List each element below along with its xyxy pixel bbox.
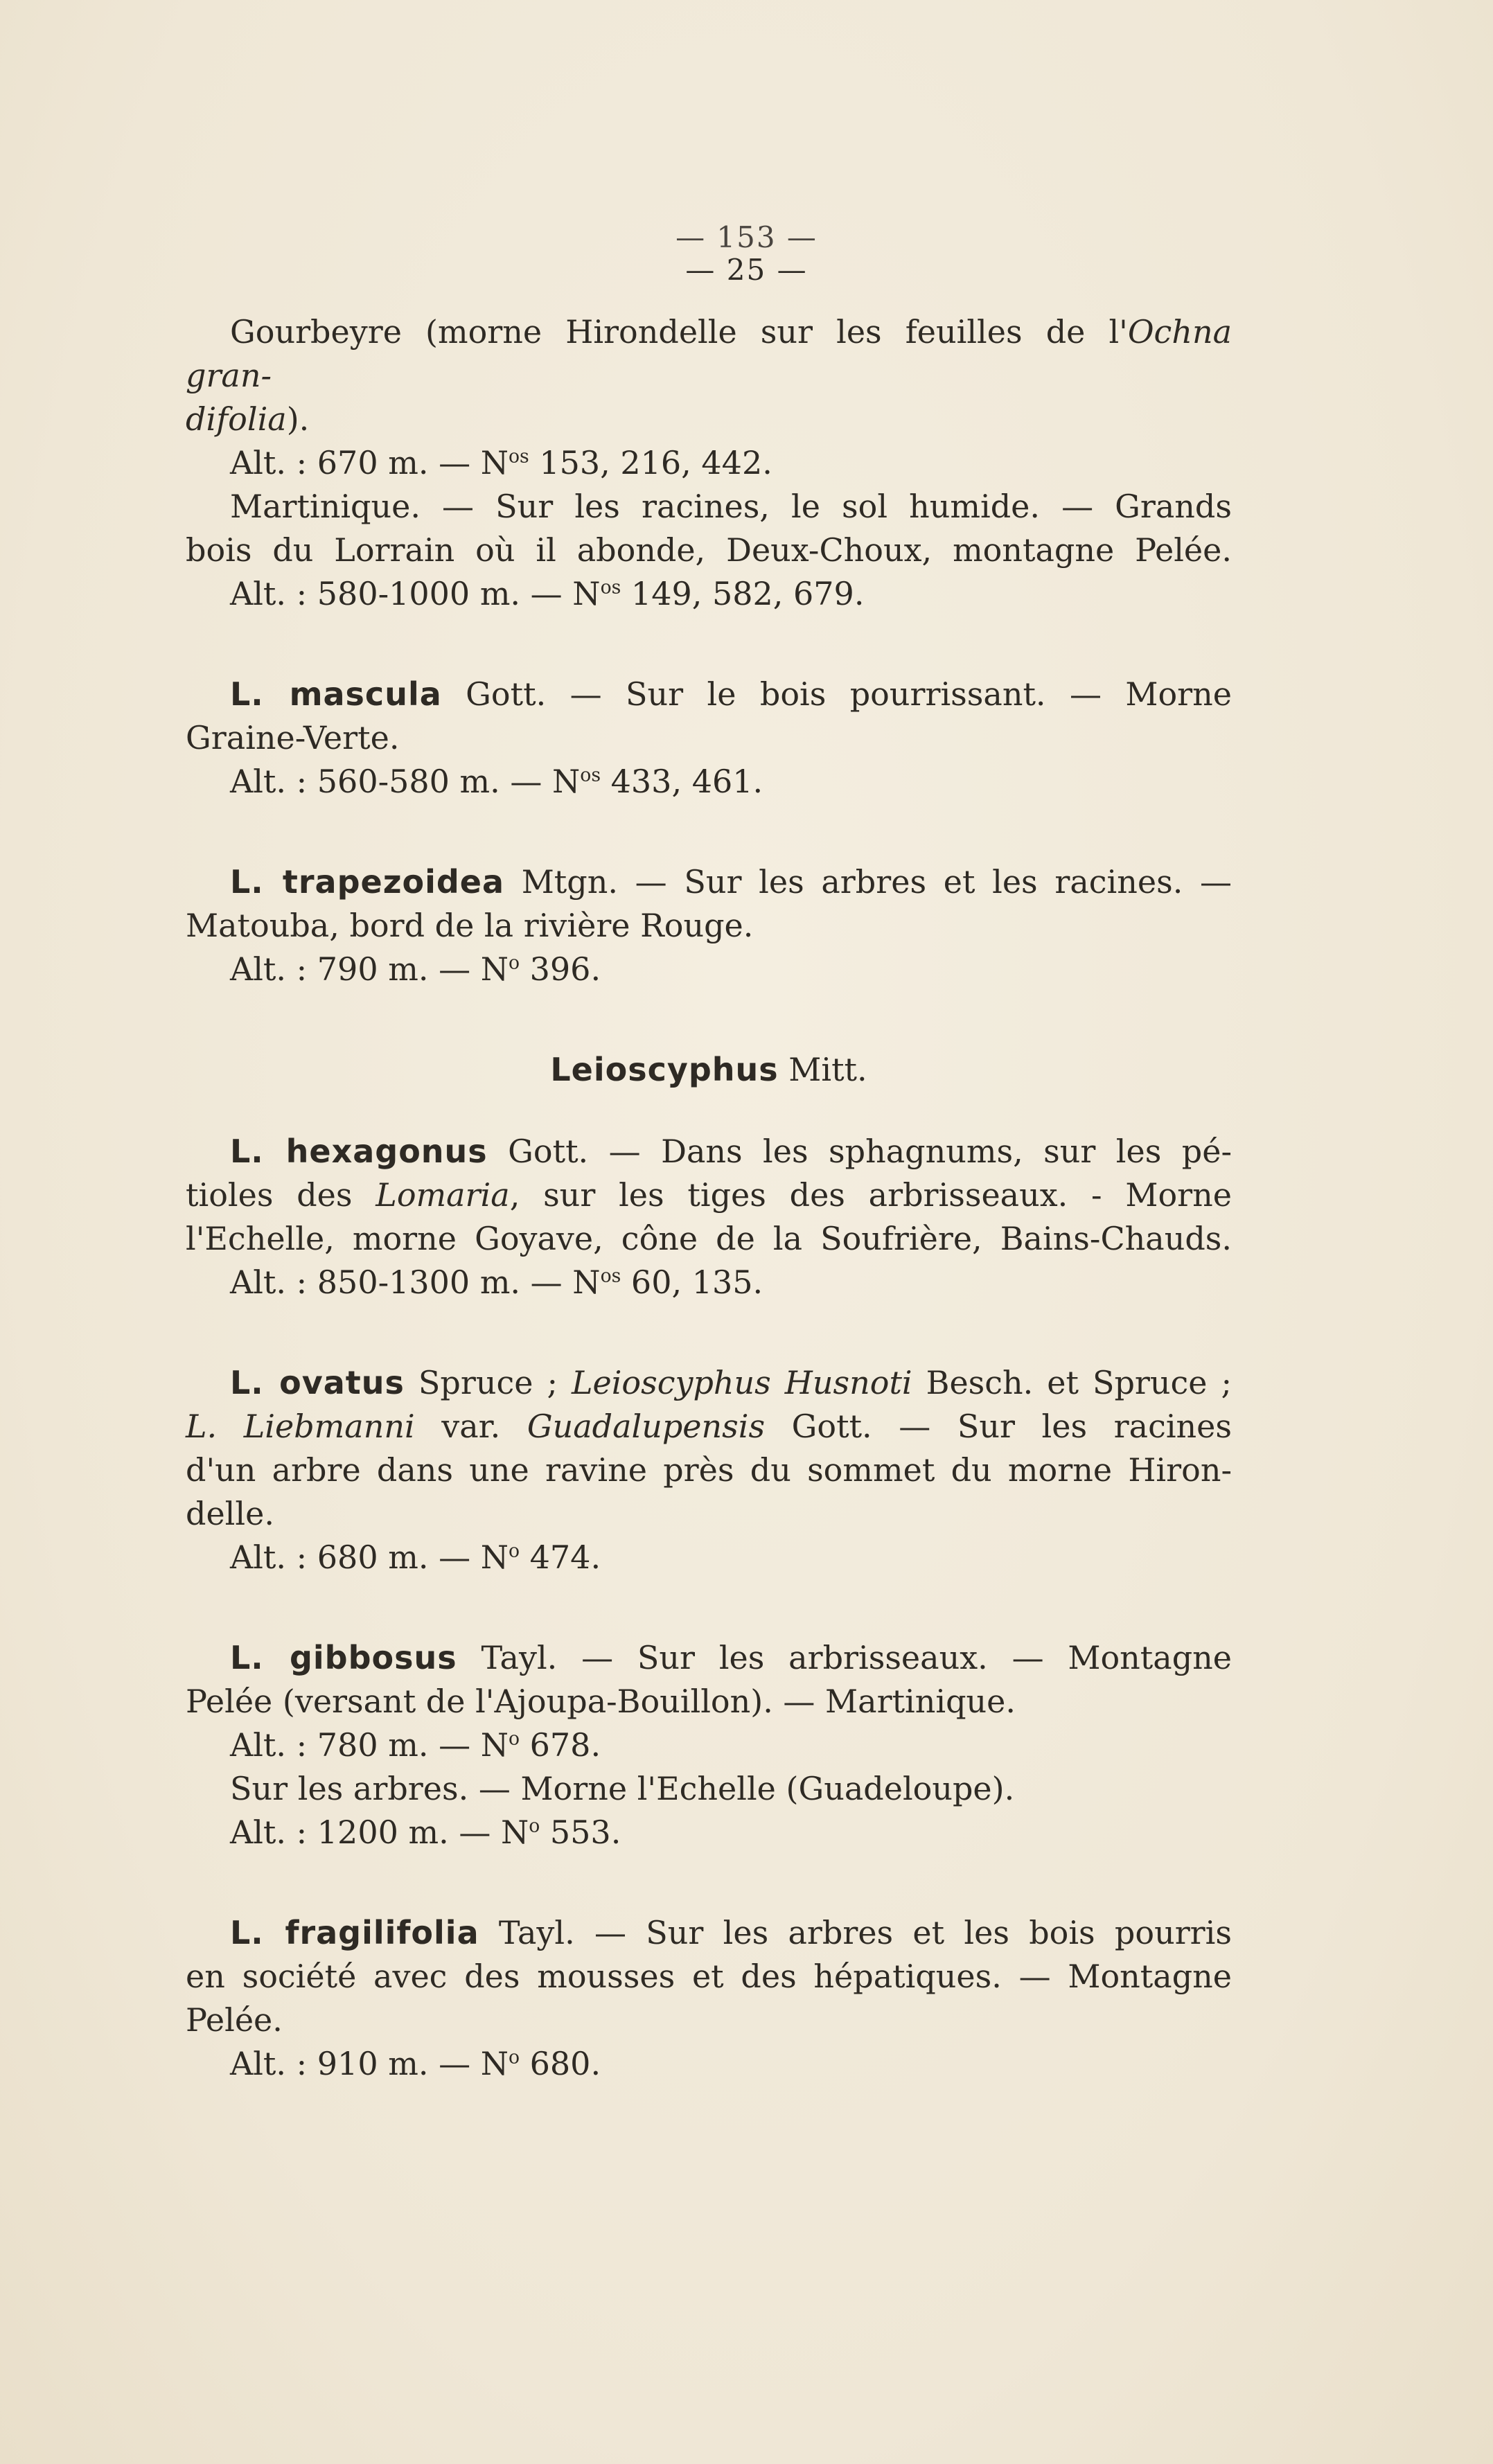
text-line: Pelée (versant de l'Ajoupa-Bouillon). — Martinique. <box>186 1683 1016 1720</box>
text-line: l'Echelle, morne Goyave, cône de la Soufrière, Bains-Chauds. <box>186 1220 1232 1257</box>
text-line: bois du Lorrain où il abonde, Deux-Choux, montagne Pelée. <box>186 531 1232 569</box>
altitude-line: Alt. : 910 m. — $N^o$ 680. <box>230 2045 601 2082</box>
text-line: d'un arbre dans une ravine près du sommet du morne Hiron- <box>186 1451 1232 1489</box>
text-line: Pelée. <box>186 2001 283 2039</box>
text-line: en société avec des mousses et des hépatiques. — Montagne <box>186 1958 1232 1995</box>
species-entry-hexagonus: L. hexagonus Gott. — Dans les sphagnums, sur les pé- <box>230 1133 1232 1170</box>
species-name: L. ovatus <box>230 1364 405 1401</box>
species-name: L. fragilifolia <box>230 1914 479 1951</box>
altitude-line: Alt. : 580-1000 m. — $N^{os}$ 149, 582, 679. <box>230 575 865 612</box>
altitude-line: Alt. : 680 m. — $N^o$ 474. <box>230 1539 601 1576</box>
species-name: L. trapezoidea <box>230 863 505 901</box>
page-number: — 25 — <box>685 253 808 287</box>
species-name: L. hexagonus <box>230 1133 488 1170</box>
altitude-line: Alt. : 780 m. — $N^o$ 678. <box>230 1726 601 1764</box>
species-entry-fragilifolia: L. fragilifolia Tayl. — Sur les arbres et les bois pourris <box>230 1914 1232 1951</box>
altitude-line: Alt. : 560-580 m. — $N^{os}$ 433, 461. <box>230 763 763 800</box>
text-line: delle. <box>186 1495 274 1532</box>
species-name: L. mascula <box>230 675 442 713</box>
altitude-line: Alt. : 850-1300 m. — $N^{os}$ 60, 135. <box>230 1264 763 1301</box>
text-line: L. Liebmanni var. Guadalupensis Gott. — Sur les racines <box>186 1408 1233 1445</box>
original-page-number: — 153 — <box>675 220 818 254</box>
altitude-line: Alt. : 790 m. — $N^o$ 396. <box>230 950 601 988</box>
genus-heading: Leioscyphus Mitt. <box>550 1051 867 1088</box>
document-body <box>186 310 1232 2086</box>
species-entry-mascula: L. mascula Gott. — Sur le bois pourrissant. — Morne <box>230 675 1232 713</box>
altitude-line: Alt. : 670 m. — $N^{os}$ 153, 216, 442. <box>230 444 772 481</box>
species-entry-gibbosus: L. gibbosus Tayl. — Sur les arbrisseaux. — Montagne <box>230 1639 1232 1676</box>
text-line: Matouba, bord de la rivière Rouge. <box>186 907 754 944</box>
species-entry-ovatus: L. ovatus Spruce ; Leioscyphus Husnoti Besch. et Spruce ; <box>230 1364 1233 1401</box>
text-line: Gourbeyre (morne Hirondelle sur les feuilles de l'Ochna gran- <box>186 313 1232 394</box>
species-entry-trapezoidea: L. trapezoidea Mtgn. — Sur les arbres et les racines. — <box>230 863 1232 901</box>
text-line: Graine-Verte. <box>186 719 400 756</box>
species-name: L. gibbosus <box>230 1639 457 1676</box>
text-line: difolia). <box>186 400 310 438</box>
text-line: Martinique. — Sur les racines, le sol humide. — Grands <box>230 488 1232 525</box>
text-line: Sur les arbres. — Morne l'Echelle (Guadeloupe). <box>230 1770 1015 1807</box>
text-line: tioles des Lomaria, sur les tiges des arbrisseaux. - Morne <box>186 1176 1233 1214</box>
altitude-line: Alt. : 1200 m. — $N^o$ 553. <box>230 1814 621 1851</box>
